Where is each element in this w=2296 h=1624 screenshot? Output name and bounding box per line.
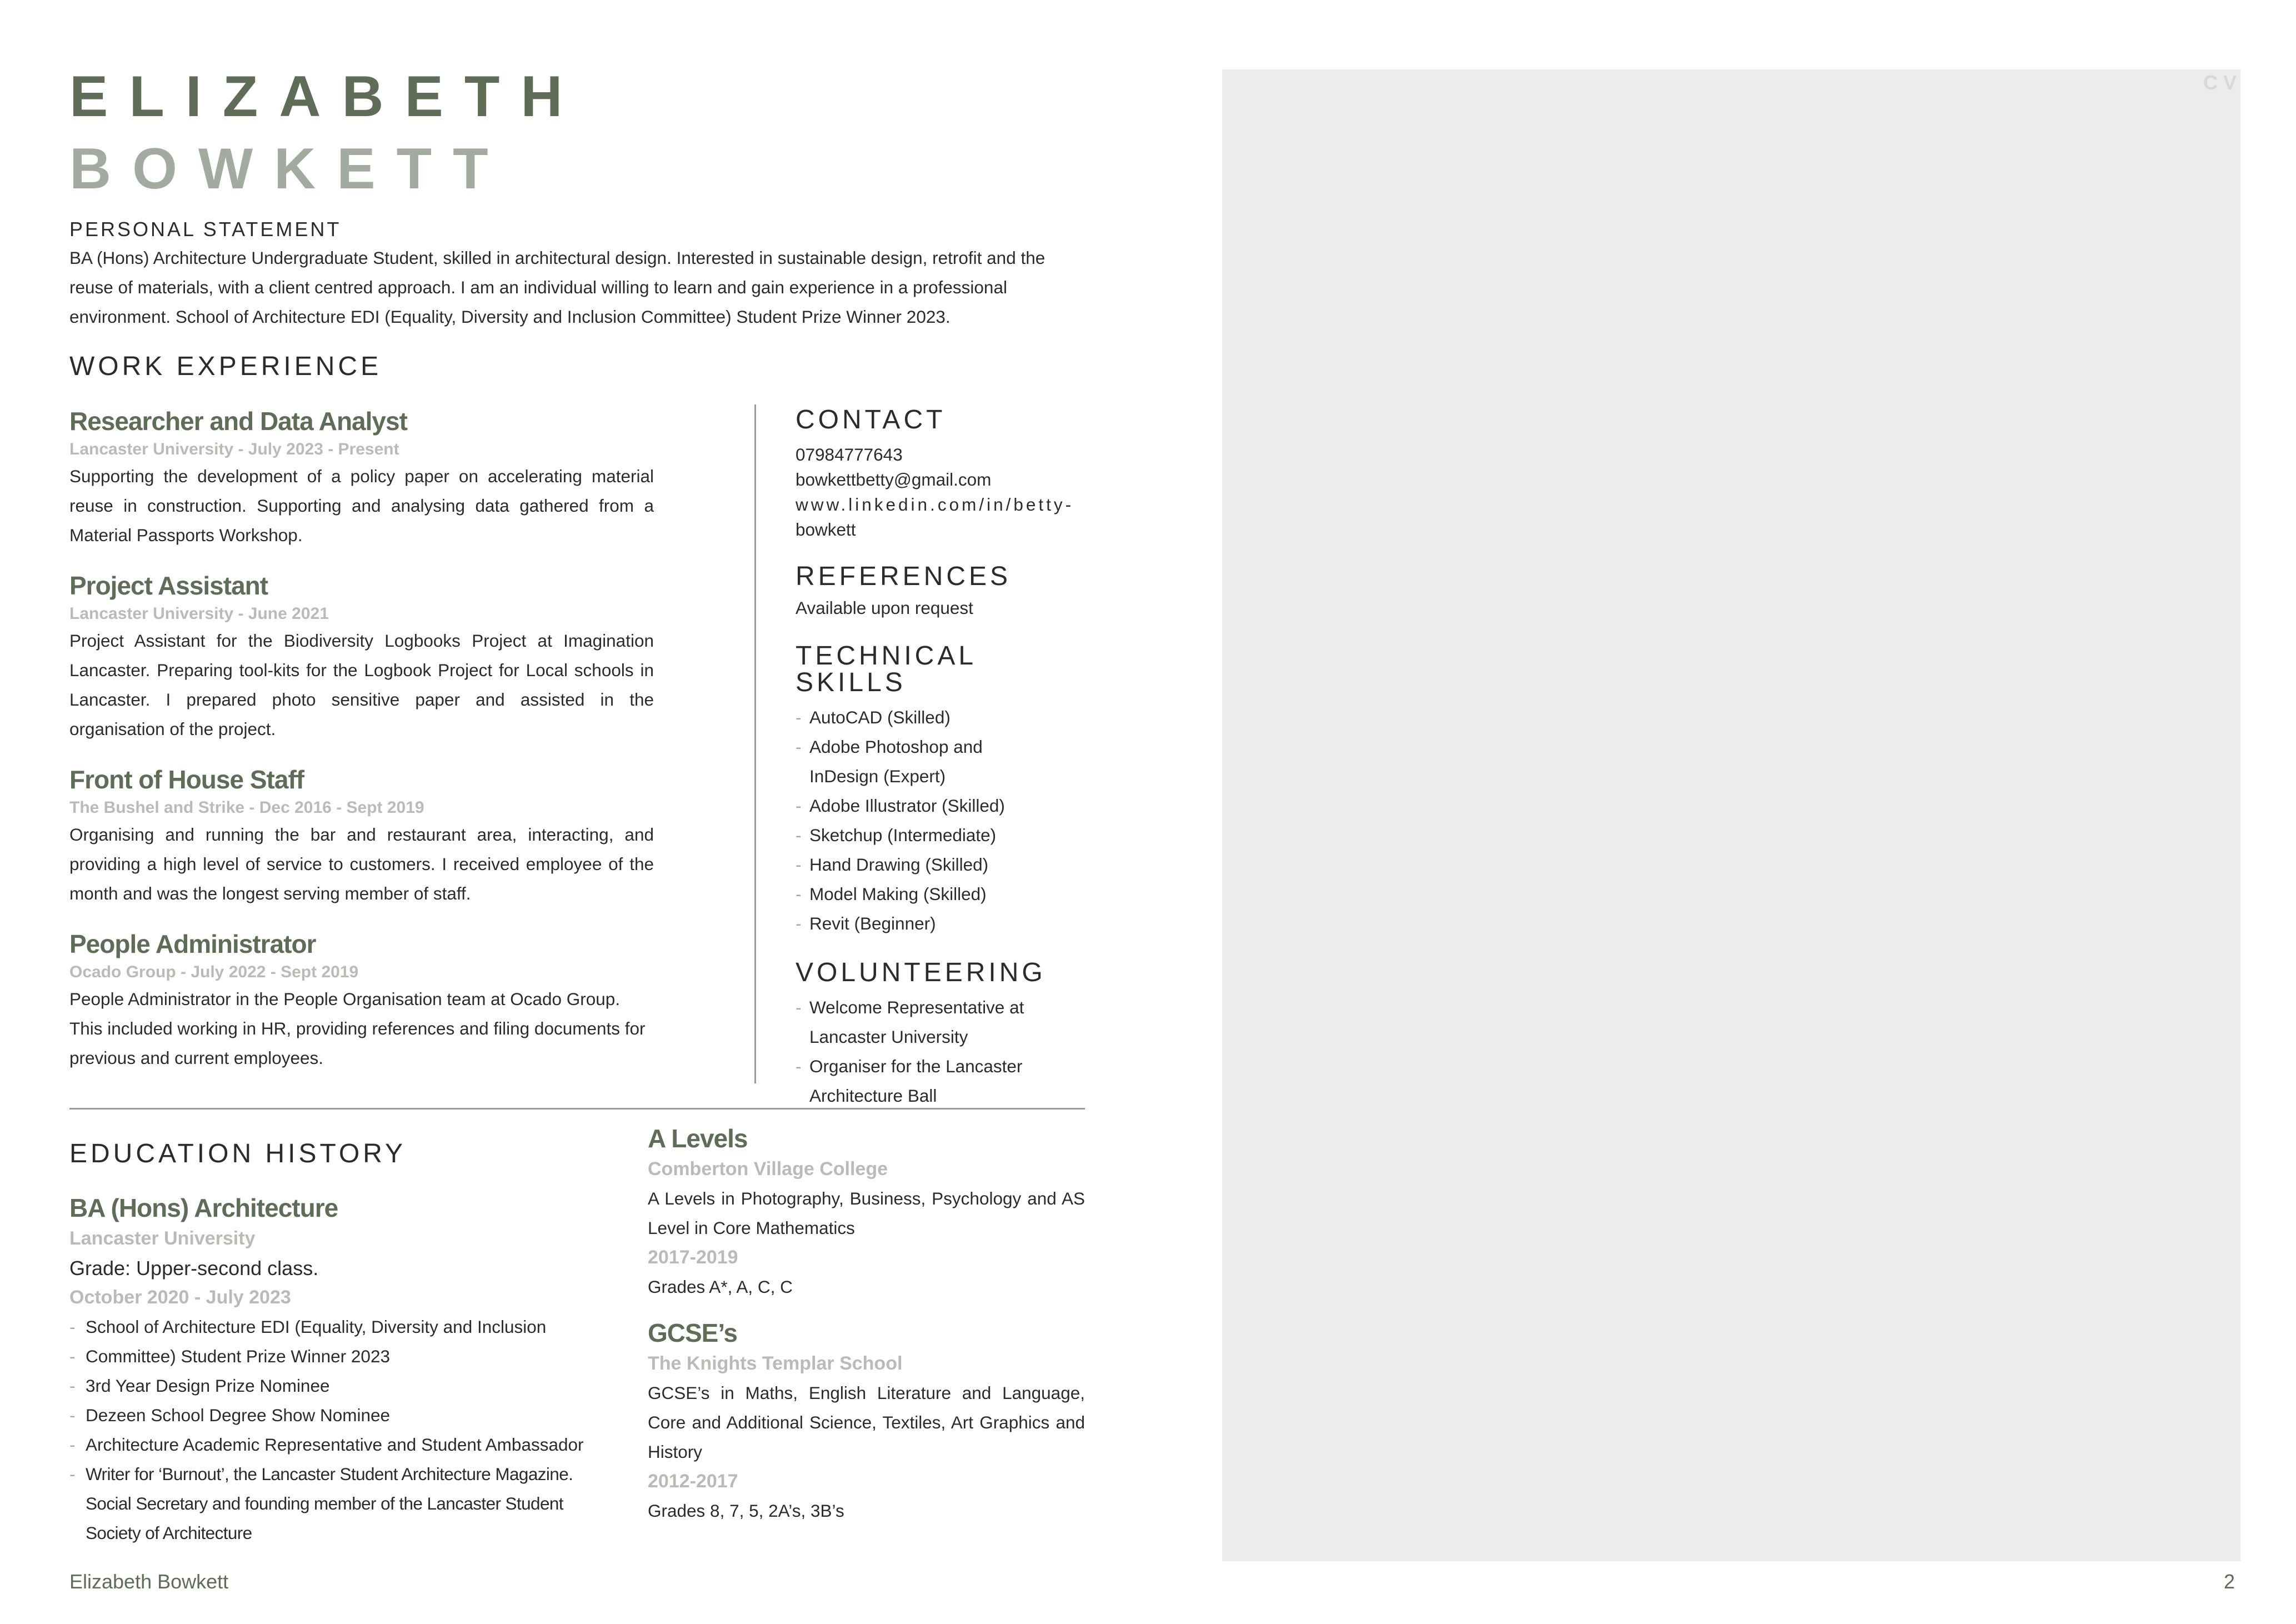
gcse-dates: 2012-2017 (648, 1470, 738, 1492)
degree-grade: Grade: Upper-second class. (69, 1256, 319, 1280)
sidebar-column (796, 407, 1090, 1111)
achievement-item: - Dezeen School Degree Show Nominee (69, 1405, 391, 1425)
section-divider (69, 1108, 1085, 1110)
gcse-institution: The Knights Templar School (648, 1352, 903, 1374)
contact-heading: CONTACT (796, 405, 946, 434)
gcse-subjects: GCSE’s in Maths, English Literature and Language, Core and Additional Science, Textiles, Art Graphics and History (648, 1382, 1085, 1462)
a-levels-institution: Comberton Village College (648, 1158, 888, 1180)
contact-email: bowkettbetty@gmail.com (796, 469, 992, 489)
degree-title: BA (Hons) Architecture (69, 1193, 338, 1222)
achievement-item: - 3rd Year Design Prize Nominee (69, 1375, 330, 1396)
last-name: BOWKETT (69, 137, 509, 201)
job-entry (69, 930, 654, 1073)
technical-skills-heading: TECHNICAL SKILLS (796, 641, 976, 697)
cv-mark: CV (2203, 71, 2243, 94)
personal-statement-heading: PERSONAL STATEMENT (69, 218, 342, 241)
job-org-dates: Lancaster University - July 2023 - Present (69, 439, 399, 458)
job-title: Front of House Staff (69, 764, 304, 794)
job-org-dates: Lancaster University - June 2021 (69, 604, 329, 623)
gcse-grades: Grades 8, 7, 5, 2A’s, 3B’s (648, 1500, 844, 1521)
a-levels-block (648, 1124, 1085, 1526)
a-levels-grades: Grades A*, A, C, C (648, 1276, 793, 1297)
job-entry (69, 407, 654, 550)
degree-achievements (69, 1312, 625, 1548)
degree-block (69, 1193, 625, 1548)
achievement-item: - Writer for ‘Burnout’, the Lancaster Student Architecture Magazine. Social Secretary and founding member of the Lancaster Student Society of Architecture (69, 1463, 573, 1543)
skill-item: - Model Making (Skilled) (796, 884, 987, 904)
achievement-item: - Committee) Student Prize Winner 2023 (69, 1346, 390, 1366)
personal-statement-text: BA (Hons) Architecture Undergraduate Student, skilled in architectural design. Interested in sustainable design, retrofit and the reuse of materials, with a client centred approach. I am an individual willing to learn and gain experience in a professional environment. School of Architecture EDI (Equality, Diversity and Inclusion Committee) Student Prize Winner 2023. (69, 248, 1046, 327)
volunteering-list (796, 993, 1090, 1111)
job-entry (69, 765, 654, 908)
contact-linkedin-cont: bowkett (796, 519, 856, 539)
skill-item: - Adobe Photoshop and InDesign (Expert) (796, 737, 983, 786)
gcse-title: GCSE’s (648, 1318, 738, 1347)
volunteering-heading: VOLUNTEERING (796, 958, 1046, 987)
work-experience-heading: WORK EXPERIENCE (69, 352, 382, 381)
degree-dates: October 2020 - July 2023 (69, 1286, 291, 1308)
job-org-dates: Ocado Group - July 2022 - Sept 2019 (69, 962, 359, 981)
skill-item: - Revit (Beginner) (796, 913, 936, 933)
contact-linkedin: www.linkedin.com/in/betty- (796, 494, 1074, 514)
job-description: People Administrator in the People Organisation team at Ocado Group. This included working in HR, providing references and filing documents for previous and current employees. (69, 988, 646, 1068)
job-title: Project Assistant (69, 571, 268, 600)
job-description: Project Assistant for the Biodiversity Logbooks Project at Imagination Lancaster. Preparing tool-kits for the Logbook Project for Local schools in Lancaster. I prepared photo sensitive paper and assisted in the organisation of the project. (69, 630, 654, 739)
references-heading: REFERENCES (796, 562, 1012, 591)
volunteering-item: - Organiser for the Lancaster Architecture Ball (796, 1056, 1023, 1106)
contact-block (796, 442, 1090, 542)
column-divider (754, 404, 756, 1083)
job-description: Supporting the development of a policy paper on accelerating material reuse in construction. Supporting and analysing data gathered from a Material Passports Workshop. (69, 466, 654, 545)
job-entry (69, 571, 654, 744)
footer-name: Elizabeth Bowkett (69, 1570, 229, 1593)
degree-institution: Lancaster University (69, 1227, 256, 1249)
a-levels-dates: 2017-2019 (648, 1246, 738, 1268)
a-levels-title: A Levels (648, 1124, 748, 1153)
skill-item: - Adobe Illustrator (Skilled) (796, 796, 1005, 816)
volunteering-item: - Welcome Representative at Lancaster University (796, 997, 1024, 1047)
a-levels-subjects: A Levels in Photography, Business, Psychology and AS Level in Core Mathematics (648, 1188, 1085, 1238)
skill-item: - Hand Drawing (Skilled) (796, 855, 989, 875)
model-photo-placeholder (1222, 69, 2243, 1561)
achievement-item: - Architecture Academic Representative and Student Ambassador (69, 1434, 584, 1455)
job-title: Researcher and Data Analyst (69, 407, 407, 436)
skill-item: - Sketchup (Intermediate) (796, 825, 997, 845)
contact-phone: 07984777643 (796, 444, 903, 464)
page-number: 2 (2224, 1570, 2235, 1593)
technical-skills-list (796, 703, 1090, 938)
references-text: Available upon request (796, 598, 973, 618)
job-org-dates: The Bushel and Strike - Dec 2016 - Sept 2019 (69, 798, 424, 817)
model-photo (1222, 69, 2243, 1561)
education-heading: EDUCATION HISTORY (69, 1139, 407, 1168)
skill-item: - AutoCAD (Skilled) (796, 707, 951, 727)
achievement-item: - School of Architecture EDI (Equality, Diversity and Inclusion (69, 1316, 547, 1337)
first-name: ELIZABETH (69, 64, 584, 129)
work-experience-list (69, 407, 654, 1094)
job-title: People Administrator (69, 929, 316, 958)
job-description: Organising and running the bar and restaurant area, interacting, and providing a high level of service to customers. I received employee of the month and was the longest serving member of staff. (69, 824, 654, 903)
